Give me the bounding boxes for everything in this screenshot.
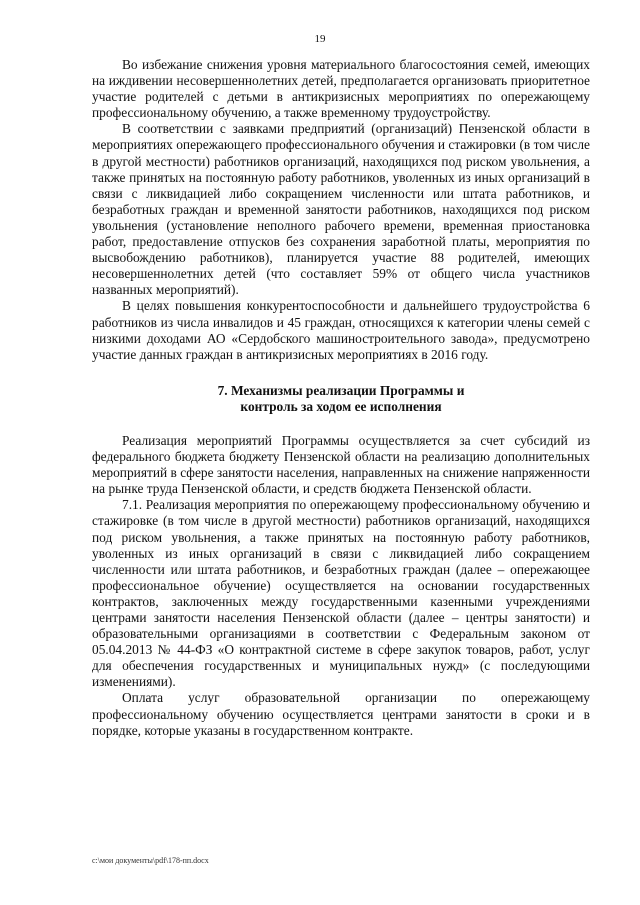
section-heading-line-1: 7. Механизмы реализации Программы и xyxy=(217,382,465,398)
footer-file-path: c:\мои документы\pdf\178-пп.docx xyxy=(92,856,209,865)
page-number: 19 xyxy=(314,33,326,45)
paragraph-funding: Реализация мероприятий Программы осуществляется за счет субсидий из федерального бюджета бюджету Пензенской области на реализацию дополнительных мероприятий в сфере занятости населения, направленных на снижение напряженности на рынке труда Пензенской области, и средств бюджета Пензенской области. xyxy=(92,432,591,497)
paragraph-enterprise-requests: В соответствии с заявками предприятий (организаций) Пензенской области в мероприятиях опережающего профессионального обучения и стажировки (в том числе в другой местности) работников организаций, находящихся под риском увольнения, а также принятых на постоянную работу работников, уволенных из иных организаций в связи с ликвидацией либо сокращением численности или штата работников, и безработных граждан и временной занятости работников, находящихся под риском увольнения (установление неполного рабочего времени, временная приостановка работ, предоставление отпусков без сохранения заработной платы, мероприятия по высвобождению работников), планируется участие 88 родителей, имеющих несовершеннолетних детей (что составляет 59% от общего числа участников названных мероприятий). xyxy=(92,121,590,298)
section-heading xyxy=(92,383,590,415)
paragraph-family-support: Во избежание снижения уровня материального благосостояния семей, имеющих на иждивении несовершеннолетних детей, предполагается организовать приоритетное участие родителей с детьми в антикризисных мероприятиях по опережающему профессиональному обучению, а также временному трудоустройству. xyxy=(92,57,590,121)
section-heading-line-2: контроль за ходом ее исполнения xyxy=(240,398,442,414)
paragraph-payment: Оплата услуг образовательной организации по опережающему профессиональному обучению осуществляется центрами занятости в сроки и в порядке, которые указаны в государственном контракте. xyxy=(92,690,590,738)
paragraph-7-1: 7.1. Реализация мероприятия по опережающему профессиональному обучению и стажировке (в том числе в другой местности) работников организаций, находящихся под риском увольнения, а также принятых на постоянную работу работников, уволенных из иных организаций в связи с ликвидацией либо сокращением численности или штата работников, и безработных граждан (далее – опережающее профессиональное обучение) осуществляется на основании государственных контрактов, заключенных между государственными казенными учреждениями центрами занятости населения Пензенской области (далее – центры занятости) и образовательными организациями в соответствии с Федеральным законом от 05.04.2013 № 44-ФЗ «О контрактной системе в сфере закупок товаров, работ, услуг для обеспечения государственных и муниципальных нужд» (с последующими изменениями). xyxy=(92,497,590,690)
paragraph-competitiveness: В целях повышения конкурентоспособности и дальнейшего трудоустройства 6 работников из числа инвалидов и 45 граждан, относящихся к категории члены семей с низкими доходами АО «Сердобского машиностроительного завода», предусмотрено участие данных граждан в антикризисных мероприятиях в 2016 году. xyxy=(92,298,590,362)
document-body xyxy=(92,57,590,739)
